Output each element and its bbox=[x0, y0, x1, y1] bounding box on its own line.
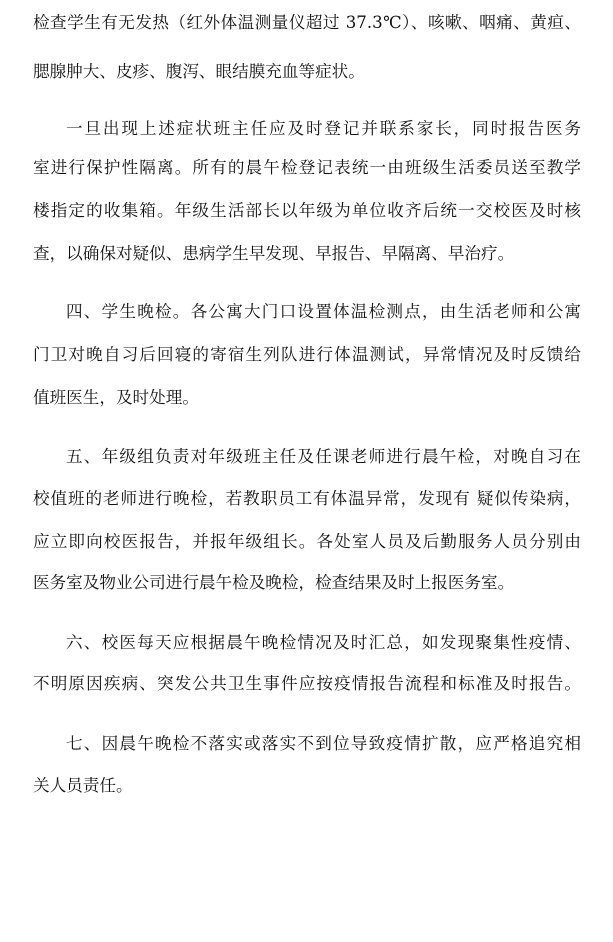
p1-line-2: 腮腺肿大、皮疹、腹泻、眼结膜充血等症状。 bbox=[33, 62, 365, 81]
p4-line-4: 医务室及物业公司进行晨午检及晚检，检查结果及时上报医务室。 bbox=[33, 573, 515, 592]
p3-line-3: 值班医生，及时处理。 bbox=[33, 388, 199, 407]
p2-line-1: 一旦出现上述症状班主任应及时登记并联系家长，同时报告医务 bbox=[66, 119, 581, 138]
p6-line-1: 七、因晨午晚检不落实或落实不到位导致疫情扩散，应严格追究相 bbox=[66, 734, 581, 753]
p6-line-2: 关人员责任。 bbox=[33, 776, 133, 795]
p2-line-3: 楼指定的收集箱。年级生活部长以年级为单位收齐后统一交校医及时核 bbox=[33, 201, 581, 220]
p5-line-1: 六、校医每天应根据晨午晚检情况及时汇总，如发现聚集性疫情、 bbox=[66, 633, 581, 652]
p2-line-2: 室进行保护性隔离。所有的晨午检登记表统一由班级生活委员送至教学 bbox=[33, 158, 581, 177]
p3-line-2: 门卫对晚自习后回寝的寄宿生列队进行体温测试，异常情况及时反馈给 bbox=[33, 345, 581, 364]
p4-line-3: 应立即向校医报告，并报年级组长。各处室人员及后勤服务人员分别由 bbox=[33, 532, 581, 551]
p2-line-4: 查，以确保对疑似、患病学生早发现、早报告、早隔离、早治疗。 bbox=[33, 244, 515, 263]
p4-line-1: 五、年级组负责对年级班主任及任课老师进行晨午检，对晚自习在 bbox=[66, 447, 581, 466]
p1-line-1: 检查学生有无发热（红外体温测量仪超过 37.3℃）、咳嗽、咽痛、黄疸、 bbox=[33, 13, 581, 32]
p3-line-1: 四、学生晚检。各公寓大门口设置体温检测点，由生活老师和公寓 bbox=[66, 302, 581, 321]
p4-line-2: 校值班的老师进行晚检，若教职员工有体温异常，发现有 疑似传染病， bbox=[33, 489, 581, 508]
p5-line-2: 不明原因疾病、突发公共卫生事件应按疫情报告流程和标准及时报告。 bbox=[33, 674, 581, 693]
